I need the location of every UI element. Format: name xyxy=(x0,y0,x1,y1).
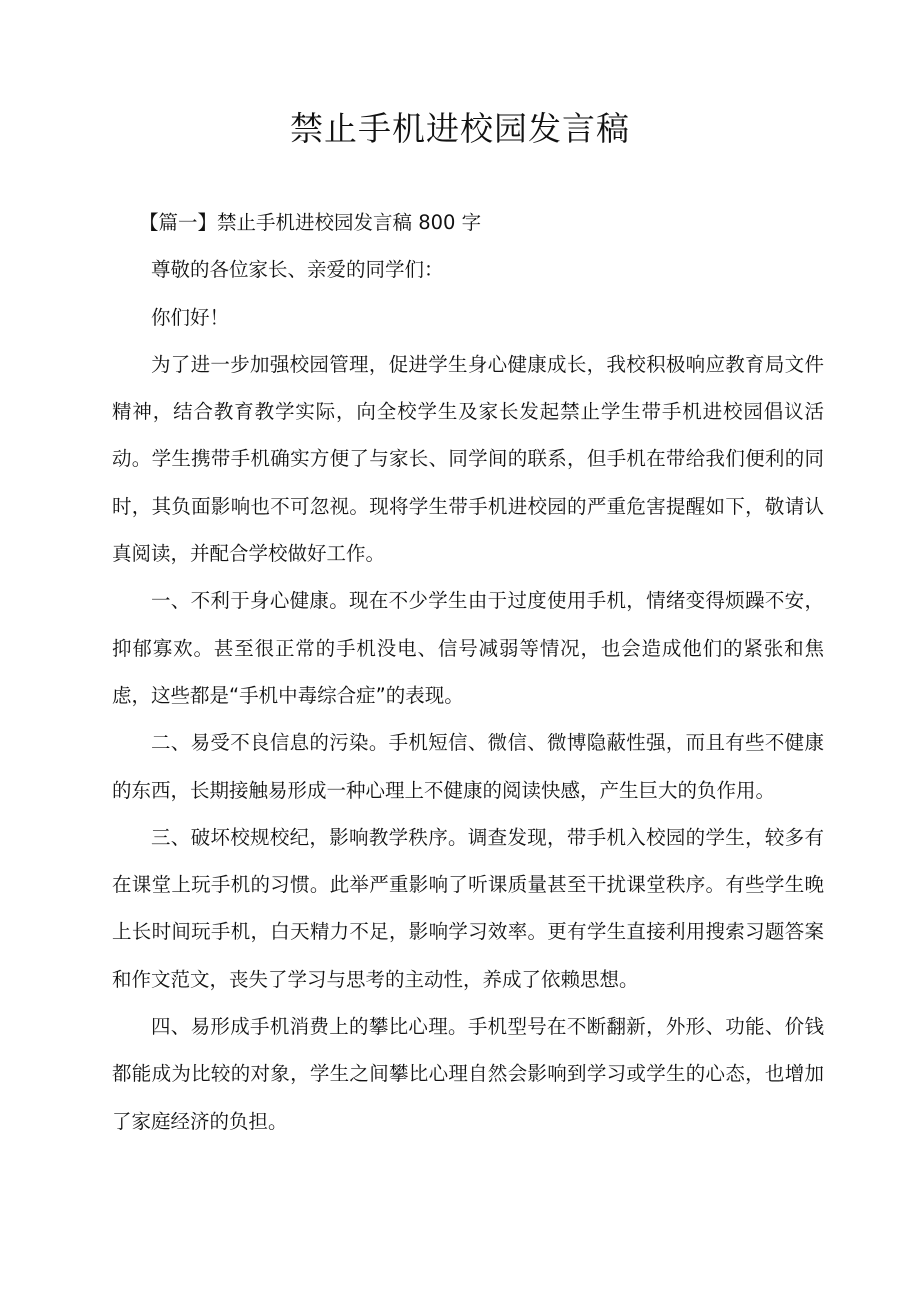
greeting: 你们好！ xyxy=(151,305,230,329)
point-four-paragraph: 四、易形成手机消费上的攀比心理。手机型号在不断翻新，外形、功能、价钱都能成为比较的对象，学生之间攀比心理自然会影响到学习或学生的心态，也增加了家庭经济的负担。 xyxy=(112,1015,824,1133)
intro-paragraph: 为了进一步加强校园管理，促进学生身心健康成长，我校积极响应教育局文件精神，结合教育教学实际，向全校学生及家长发起禁止学生带手机进校园倡议活动。学生携带手机确实方便了与家长、同学间的联系，但手机在带给我们便利的同时，其负面影响也不可忽视。现将学生带手机进校园的严重危害提醒如下，敬请认真阅读，并配合学校做好工作。 xyxy=(112,352,824,566)
document-title: 禁止手机进校园发言稿 xyxy=(290,109,630,148)
document-body xyxy=(112,199,824,1145)
section-heading: 【篇一】禁止手机进校园发言稿 800 字 xyxy=(139,211,482,234)
point-one-paragraph: 一、不利于身心健康。现在不少学生由于过度使用手机，情绪变得烦躁不安，抑郁寡欢。甚至很正常的手机没电、信号减弱等情况，也会造成他们的紧张和焦虑，这些都是“手机中毒综合症”的表现。 xyxy=(112,589,824,707)
salutation: 尊敬的各位家长、亲爱的同学们： xyxy=(151,258,444,282)
point-two-paragraph: 二、易受不良信息的污染。手机短信、微信、微博隐蔽性强，而且有些不健康的东西，长期接触易形成一种心理上不健康的阅读快感，产生巨大的负作用。 xyxy=(112,731,824,802)
point-three-paragraph: 三、破坏校规校纪，影响教学秩序。调查发现，带手机入校园的学生，较多有在课堂上玩手机的习惯。此举严重影响了听课质量甚至干扰课堂秩序。有些学生晚上长时间玩手机，白天精力不足，影响学习效率。更有学生直接利用搜索习题答案和作文范文，丧失了学习与思考的主动性，养成了依赖思想。 xyxy=(112,825,824,991)
